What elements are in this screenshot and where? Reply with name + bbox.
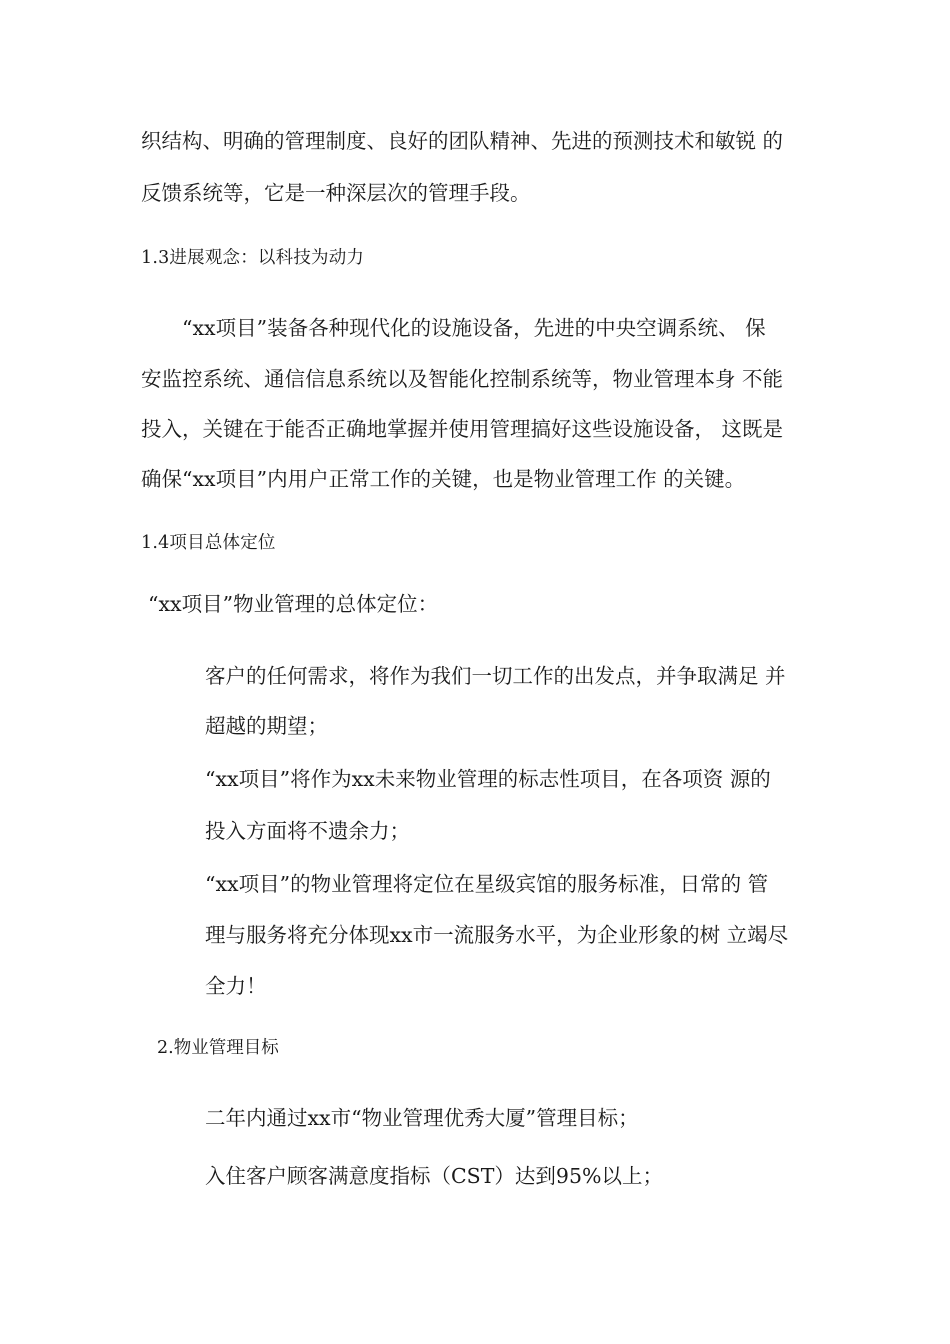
paragraph-line: 反馈系统等，它是一种深层次的管理手段。: [141, 181, 531, 205]
list-item-line: 入住客户顾客满意度指标（CST）达到95%以上；: [205, 1164, 663, 1188]
paragraph-line: “xx项目”装备各种现代化的设施设备，先进的中央空调系统、 保: [182, 316, 766, 340]
paragraph-line: 投入，关键在于能否正确地掌握并使用管理搞好这些设施设备， 这既是: [141, 417, 784, 441]
list-item-line: 客户的任何需求，将作为我们一切工作的出发点，并争取满足 并: [205, 664, 786, 688]
list-item-line: 全力！: [205, 974, 267, 998]
section-intro: “xx项目”物业管理的总体定位：: [148, 592, 439, 616]
list-item-line: 投入方面将不遗余力；: [205, 819, 410, 843]
paragraph-line: 确保“xx项目”内用户正常工作的关键，也是物业管理工作 的关键。: [141, 467, 746, 491]
paragraph-line: 安监控系统、通信信息系统以及智能化控制系统等，物业管理本身 不能: [141, 367, 784, 391]
section-heading-1-3: 1.3进展观念：以科技为动力: [141, 248, 365, 268]
section-heading-1-4: 1.4项目总体定位: [141, 533, 276, 553]
paragraph-line: 织结构、明确的管理制度、良好的团队精神、先进的预测技术和敏锐 的: [141, 129, 784, 153]
section-heading-2: 2.物业管理目标: [157, 1038, 279, 1058]
list-item-line: “xx项目”的物业管理将定位在星级宾馆的服务标准，日常的 管: [205, 872, 769, 896]
list-item-line: “xx项目”将作为xx未来物业管理的标志性项目，在各项资 源的: [205, 767, 771, 791]
list-item-line: 理与服务将充分体现xx市一流服务水平，为企业形象的树 立竭尽: [205, 923, 789, 947]
list-item-line: 超越的期望；: [205, 714, 328, 738]
list-item-line: 二年内通过xx市“物业管理优秀大厦”管理目标；: [205, 1106, 639, 1130]
